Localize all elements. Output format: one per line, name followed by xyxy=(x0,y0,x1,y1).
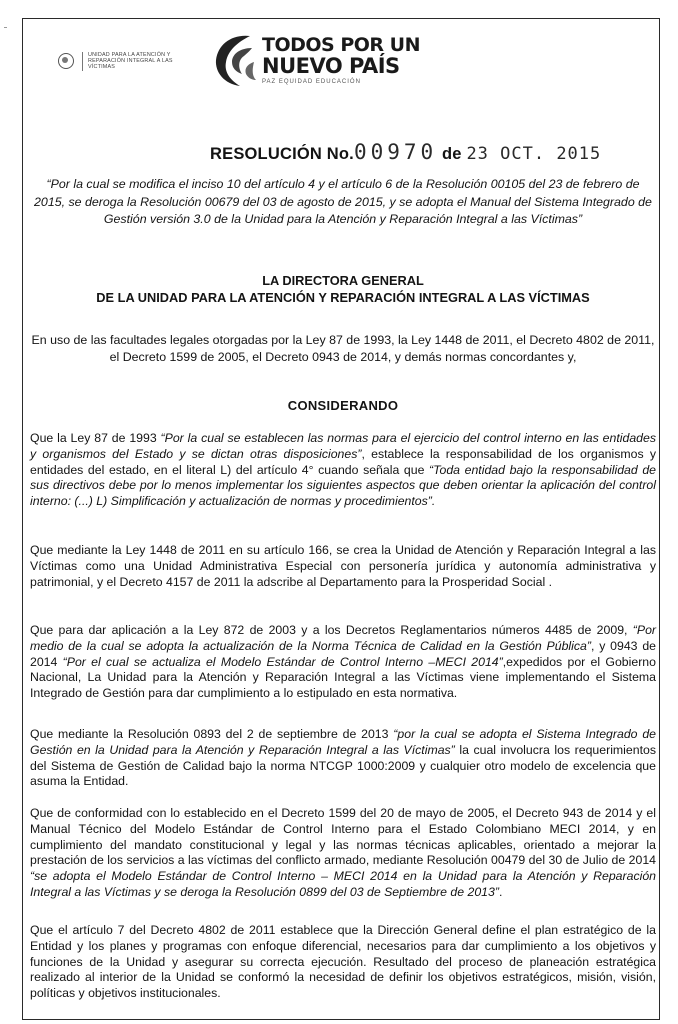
considerando-heading: CONSIDERANDO xyxy=(287,398,399,413)
p5-quote: “se adopta el Modelo Estándar de Control Interno – MECI 2014 en la Unidad para la Atención y Reparación Integral a las Víctimas y se deroga la Resolución 0899 del 03 de Septiembre de 2013” xyxy=(30,869,656,899)
resolution-title xyxy=(210,140,601,164)
p5-text-a: Que de conformidad con lo establecido en el Decreto 1599 del 20 de mayo de 2005, el Decreto 943 de 2014 y el Manual Técnico del Modelo Estándar de Control Interno para el Estado Colombiano MECI 2014, y en cumplimiento del mandato constitucional y legal y las normas técnicas aplicables, orientado a mejorar la prestación de los servicios a las víctimas del conflicto armado, mediante Resolución 00479 del 30 de Julio de 2014 xyxy=(30,806,656,868)
resolution-number-stamp: 00970 xyxy=(353,140,438,164)
legal-powers-paragraph: En uso de las facultades legales otorgadas por la Ley 87 de 1993, la Ley 1448 de 2011, el Decreto 4802 de 2011, el Decreto 1599 de 2005, el Decreto 0943 de 2014, y demás normas concordantes y, xyxy=(31,333,655,364)
director-line-1: LA DIRECTORA GENERAL xyxy=(262,273,424,288)
logo-tagline: PAZ EQUIDAD EDUCACIÓN xyxy=(262,79,361,85)
resolution-de: de xyxy=(441,145,462,163)
p3-text-a: Que para dar aplicación a la Ley 872 de 2003 y a los Decretos Reglamentarios números 4485 de 2009, xyxy=(30,623,633,637)
resolution-label: RESOLUCIÓN No. xyxy=(210,145,354,163)
p5-text-c: . xyxy=(498,884,503,899)
director-heading xyxy=(30,272,656,306)
p1-text-a: Que la Ley 87 de 1993 xyxy=(30,431,161,445)
logo-line-2: NUEVO PAÍS xyxy=(262,54,400,78)
logo-line-1: TODOS POR UN xyxy=(262,34,420,56)
government-logo xyxy=(210,30,420,90)
p4-text-a: Que mediante la Resolución 0893 del 2 de septiembre de 2013 xyxy=(30,727,394,741)
p3-text-c: , y 0943 de 2014 xyxy=(30,638,656,669)
considerando-paragraph-2: Que mediante la Ley 1448 de 2011 en su artículo 166, se crea la Unidad de Atención y Reparación Integral a las Víctimas como una Unidad Administrativa Especial con personería jurídica y autonomía administrativa y patrimonial, y el Decreto 4157 de 2011 la adscribe al Departamento para la Prosperidad Social . xyxy=(30,543,656,589)
considerando-paragraph-4 xyxy=(30,727,656,790)
considerando-paragraph-1 xyxy=(30,431,656,510)
considerando-paragraph-6: Que el artículo 7 del Decreto 4802 de 2011 establece que la Dirección General define el plan estratégico de la Entidad y los planes y programas con enfoque diferencial, necesarios para dar cumplimiento a los objetivos y funciones de la Unidad y asegurar su correcta ejecución. Resultado del proceso de planeación estratégica realizado al interior de la Unidad se conformó la necesidad de definir los objetivos estratégicos, misión, visión, políticas y objetivos institucionales. xyxy=(30,923,656,1001)
p4-quote: “por la cual se adopta el Sistema Integrado de Gestión en la Unidad para la Atención y Reparación Integral a las Víctimas” xyxy=(30,727,656,757)
director-line-2: DE LA UNIDAD PARA LA ATENCIÓN Y REPARACIÓN INTEGRAL A LAS VÍCTIMAS xyxy=(96,290,590,305)
p1-quote-1: “Por la cual se establecen las normas para el ejercicio del control interno en las entidades y organismos del Estado y se dictan otras disposiciones” xyxy=(30,431,656,461)
resolution-date-stamp: 23 OCT. 2015 xyxy=(466,144,602,164)
p4-text-c: la cual involucra los requerimientos del Sistema de Gestión de Calidad bajo la norma NTCGP 1000:2009 y cualquier otro modelo de excelencia que asuma la Entidad. xyxy=(30,742,656,789)
colombia-seal-icon xyxy=(58,53,74,69)
p3-quote-2: “Por el cual se actualiza el Modelo Estándar de Control Interno –MECI 2014” xyxy=(62,654,503,669)
entity-seal-block xyxy=(58,52,198,71)
considerando-paragraph-3 xyxy=(30,623,656,702)
logo-mark-icon xyxy=(210,30,258,90)
entity-name: UNIDAD PARA LA ATENCIÓN Y REPARACIÓN INTEGRAL A LAS VÍCTIMAS xyxy=(82,52,198,71)
p3-quote-1: “Por medio de la cual se adopta la actualización de la Norma Técnica de Calidad en la Gestión Pública” xyxy=(30,623,656,653)
p3-text-e: ,expedidos por el Gobierno Nacional, La Unidad para la Atención y Reparación Integral a las Víctimas viene implementando el Sistema Integrado de Gestión para dar cumplimiento a lo estipulado en esta normativa. xyxy=(30,654,656,701)
p1-quote-2: “Toda entidad bajo la responsabilidad de sus directivos debe por lo menos implementar los siguientes aspectos que deben orientar la aplicación del control interno: (...) L) Simplificación y actualización de normas y procedimientos”. xyxy=(30,462,656,509)
considerando-paragraph-5 xyxy=(30,806,656,901)
resolution-subject: “Por la cual se modifica el inciso 10 del artículo 4 y el artículo 6 de la Resolución 00105 del 23 de febrero de 2015, se deroga la Resolución 00679 del 03 de agosto de 2015, y se adopta el Manual del Sistema Integrado de Gestión versión 3.0 de la Unidad para la Atención y Reparación Integral a las Víctimas” xyxy=(34,177,652,227)
p1-text-c: , establece la responsabilidad de los organismos y entidades del estado, en el literal L) del artículo 4° cuando señala que xyxy=(30,446,656,477)
scan-mark xyxy=(4,27,7,28)
